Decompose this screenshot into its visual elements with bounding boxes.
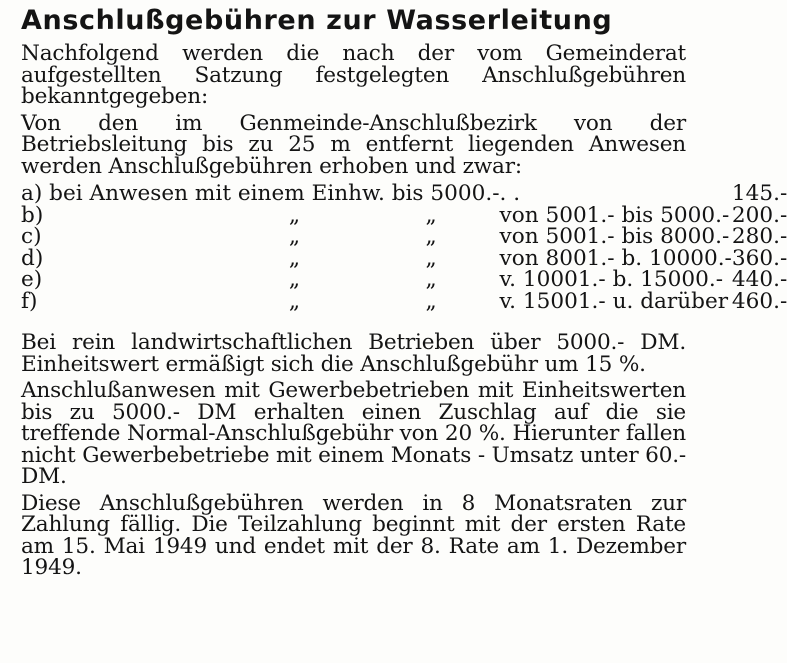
fee-row-range: von 5001.- bis 5000.- <box>499 202 730 228</box>
fee-row <box>21 269 787 291</box>
notice-title: Anschlußgebühren zur Wasserleitung <box>21 5 613 36</box>
fee-row-amount: 360.- <box>731 245 787 271</box>
fee-row <box>21 291 787 313</box>
fee-row-label: d) <box>21 245 44 271</box>
ditto-mark: „ <box>425 245 437 271</box>
fee-row-label: c) <box>21 224 42 249</box>
intro-paragraph: Nachfolgend werden die nach der vom Gemeinderat aufgestellten Satzung festgelegten Anschlußgebühren bekanntgegeben: <box>21 41 686 109</box>
fee-row-amount: 145.- <box>731 181 787 206</box>
fee-row-range: v. 15001.- u. darüber <box>499 288 729 314</box>
fee-row <box>21 226 787 248</box>
fee-table <box>21 183 787 312</box>
scope-paragraph: Von den im Genmeinde-Anschlußbezirk von der Betriebsleitung bis zu 25 m entfernt liegenden Anwesen werden Anschlußgebühren erhoben und zwar: <box>21 110 686 179</box>
fee-row-label: f) <box>21 288 38 314</box>
ditto-mark: „ <box>425 288 437 314</box>
ditto-mark: „ <box>425 267 437 292</box>
ditto-mark: „ <box>288 288 300 314</box>
fee-row-label: a) bei Anwesen mit einem Einhw. bis 5000.- <box>21 181 500 206</box>
agriculture-paragraph: Bei rein landwirtschaftlichen Betrieben über 5000.- DM. Einheitswert ermäßigt sich die Anschlußgebühr um 15 %. <box>21 330 686 377</box>
fee-row-range: von 8001.- b. 10000.- <box>499 245 732 271</box>
fee-row-label: b) <box>21 202 44 228</box>
fee-row <box>21 183 787 205</box>
fee-row-range: . . <box>499 181 521 206</box>
ditto-mark: „ <box>288 267 300 292</box>
fee-row-range: von 5001.- bis 8000.- <box>499 224 730 249</box>
fee-row <box>21 248 787 270</box>
payment-paragraph: Diese Anschlußgebühren werden in 8 Monatsraten zur Zahlung fällig. Die Teilzahlung beginnt mit der ersten Rate am 15. Mai 1949 und endet mit der 8. Rate am 1. Dezember 1949. <box>21 490 686 580</box>
fee-row-amount: 440.- <box>731 267 787 292</box>
ditto-mark: „ <box>425 202 437 228</box>
ditto-mark: „ <box>288 202 300 228</box>
ditto-mark: „ <box>288 224 300 249</box>
fee-row-amount: 200.- <box>731 202 787 228</box>
commercial-paragraph: Anschlußanwesen mit Gewerbebetrieben mit Einheitswerten bis zu 5000.- DM erhalten einen Zuschlag auf die sie treffende Normal-Anschlußgebühr von 20 %. Hierunter fallen nicht Gewerbebetriebe mit einem Monats - Umsatz unter 60.- DM. <box>21 378 686 489</box>
fee-row-range: v. 10001.- b. 15000.- <box>499 267 723 292</box>
fee-row-amount: 460.- <box>731 288 787 314</box>
ditto-mark: „ <box>288 245 300 271</box>
fee-row-amount: 280.- <box>731 224 787 249</box>
fee-row-label: e) <box>21 267 43 292</box>
fee-row <box>21 205 787 227</box>
ditto-mark: „ <box>425 224 437 249</box>
